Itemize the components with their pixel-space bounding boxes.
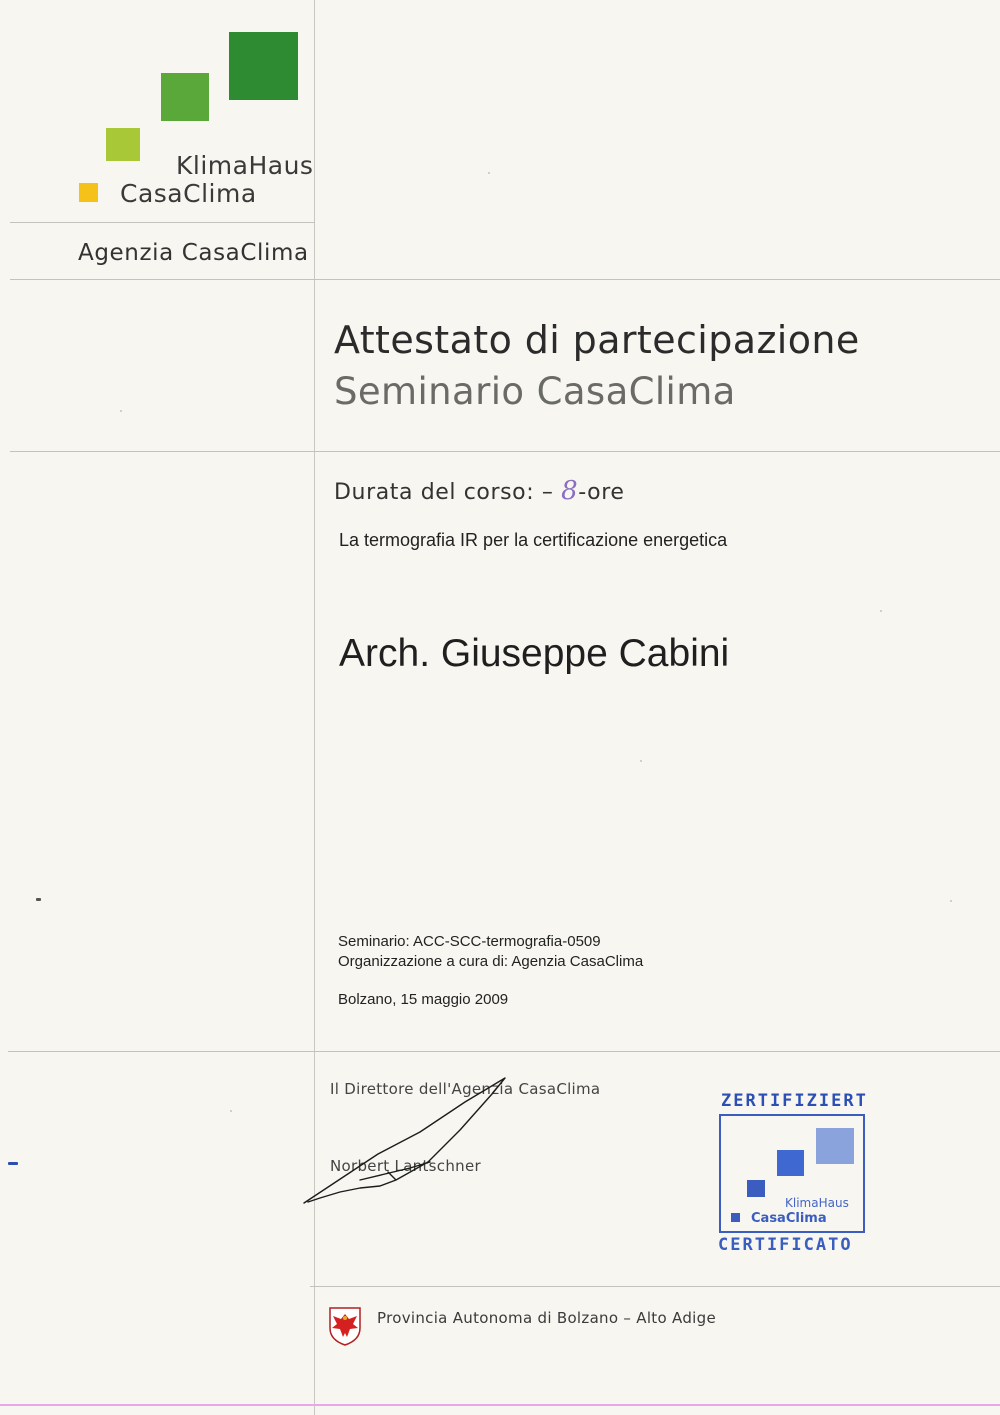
paper-speck: [230, 1110, 232, 1112]
paper-speck: [880, 610, 882, 612]
stamp-square-small: [747, 1180, 765, 1197]
signature-divider: [8, 1051, 1000, 1052]
header-divider: [10, 279, 1000, 280]
logo-square-yellow: [79, 183, 98, 202]
certificate-title: Attestato di partecipazione: [334, 318, 860, 362]
duration-hours-handwritten: 8: [561, 476, 579, 506]
director-name: Norbert Lantschner: [330, 1157, 481, 1175]
certificate-subtitle: Seminario CasaClima: [334, 370, 736, 413]
logo-klimahaus: KlimaHaus: [176, 151, 314, 180]
stamp-top-text: ZERTIFIZIERT: [721, 1091, 868, 1111]
eagle-crest-icon: [328, 1306, 362, 1346]
footer-divider: [310, 1286, 1000, 1287]
participant-name: Arch. Giuseppe Cabini: [339, 632, 730, 675]
agency-name: Agenzia CasaClima: [78, 240, 309, 266]
title-divider: [10, 451, 1000, 452]
edge-line: [0, 1404, 1000, 1406]
course-duration: [334, 476, 625, 506]
paper-speck: [36, 898, 41, 901]
logo-casaclima: CasaClima: [120, 179, 257, 208]
logo-square-lime: [106, 128, 140, 161]
stamp-square-mid: [777, 1150, 804, 1176]
paper-speck: [120, 410, 122, 412]
logo-square-mid-green: [161, 73, 209, 121]
course-title: La termografia IR per la certificazione energetica: [339, 530, 728, 550]
place-date: Bolzano, 15 maggio 2009: [338, 991, 509, 1008]
stamp-square-large: [816, 1128, 854, 1164]
logo-square-dark-green: [229, 32, 298, 100]
stamp-square-tiny: [731, 1213, 740, 1222]
duration-dash: –: [541, 480, 554, 505]
paper-speck: [8, 1162, 18, 1165]
certification-stamp: [712, 1090, 877, 1260]
stamp-casaclima: CasaClima: [751, 1211, 827, 1226]
seminar-code: Seminario: ACC-SCC-termografia-0509: [338, 933, 601, 950]
logo-divider: [10, 222, 315, 223]
stamp-klimahaus: KlimaHaus: [785, 1196, 849, 1210]
duration-suffix: -ore: [578, 480, 625, 505]
stamp-bottom-text: CERTIFICATO: [718, 1235, 853, 1255]
paper-speck: [640, 760, 642, 762]
director-role: Il Direttore dell'Agenzia CasaClima: [330, 1080, 601, 1098]
handwritten-signature: [300, 1072, 520, 1212]
duration-label: Durata del corso:: [334, 480, 535, 505]
organization: Organizzazione a cura di: Agenzia CasaClima: [338, 953, 644, 970]
province-name: Provincia Autonoma di Bolzano – Alto Adige: [377, 1309, 716, 1327]
paper-speck: [950, 900, 952, 902]
paper-speck: [488, 172, 490, 174]
stamp-frame: [719, 1114, 865, 1233]
